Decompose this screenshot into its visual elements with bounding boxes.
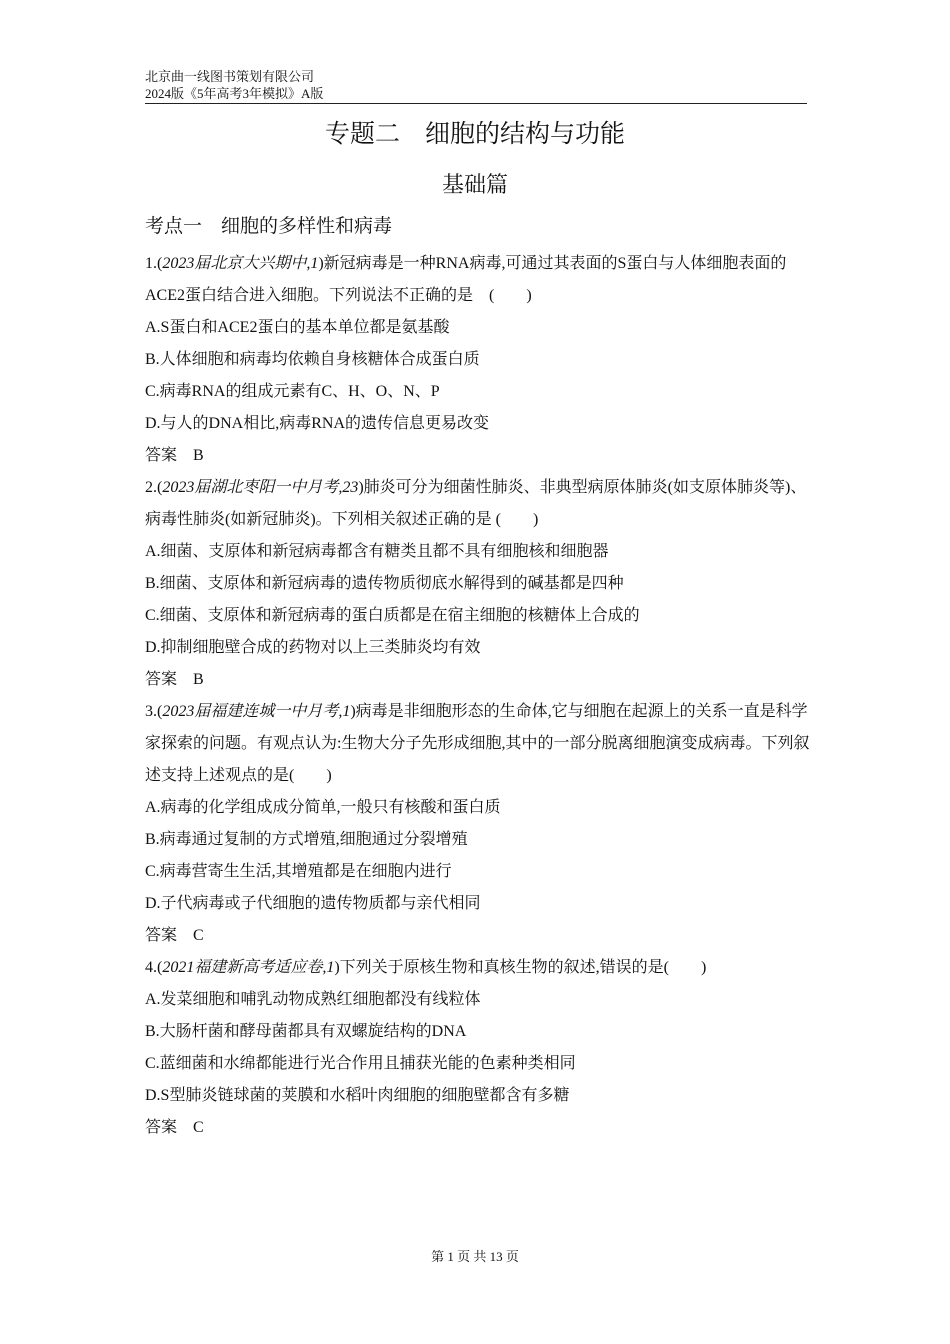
question-text: )下列关于原核生物和真核生物的叙述,错误的是( ) xyxy=(334,959,707,976)
option-b: B.大肠杆菌和酵母菌都具有双螺旋结构的DNA xyxy=(145,1023,467,1040)
page-number: 第 1 页 共 13 页 xyxy=(431,1249,519,1264)
header-company: 北京曲一线图书策划有限公司 xyxy=(145,69,315,84)
question-source: 2023届湖北枣阳一中月考,23 xyxy=(162,479,359,496)
answer: 答案 B xyxy=(145,671,204,688)
answer: 答案 B xyxy=(145,447,204,464)
option-d: D.与人的DNA相比,病毒RNA的遗传信息更易改变 xyxy=(145,415,490,432)
answer: 答案 C xyxy=(145,1119,204,1136)
question-1 xyxy=(145,248,810,472)
option-a: A.发菜细胞和哺乳动物成熟红细胞都没有线粒体 xyxy=(145,991,481,1008)
question-number: 2.( xyxy=(145,479,163,496)
question-source: 2021福建新高考适应卷,1 xyxy=(162,959,335,976)
option-a: A.细菌、支原体和新冠病毒都含有糖类且都不具有细胞核和细胞器 xyxy=(145,543,609,560)
option-c: C.病毒RNA的组成元素有C、H、O、N、P xyxy=(145,383,440,400)
question-number: 1.( xyxy=(145,255,163,272)
option-d: D.S型肺炎链球菌的荚膜和水稻叶肉细胞的细胞壁都含有多糖 xyxy=(145,1087,570,1104)
option-c: C.细菌、支原体和新冠病毒的蛋白质都是在宿主细胞的核糖体上合成的 xyxy=(145,607,640,624)
question-source: 2023届福建连城一中月考,1 xyxy=(162,703,351,720)
question-2 xyxy=(145,472,810,696)
question-list xyxy=(145,248,810,1144)
question-stem xyxy=(145,472,810,536)
section-title: 基础篇 xyxy=(441,173,508,198)
question-number: 4.( xyxy=(145,959,163,976)
question-4 xyxy=(145,952,810,1144)
option-d: D.子代病毒或子代细胞的遗传物质都与亲代相同 xyxy=(145,895,481,912)
topic-title: 专题二 细胞的结构与功能 xyxy=(324,119,625,148)
option-c: C.病毒营寄生生活,其增殖都是在细胞内进行 xyxy=(145,863,452,880)
question-stem xyxy=(145,248,810,312)
question-number: 3.( xyxy=(145,703,163,720)
option-b: B.人体细胞和病毒均依赖自身核糖体合成蛋白质 xyxy=(145,351,480,368)
point-title: 考点一 细胞的多样性和病毒 xyxy=(145,215,393,237)
option-d: D.抑制细胞壁合成的药物对以上三类肺炎均有效 xyxy=(145,639,481,656)
header-edition: 2024版《5年高考3年模拟》A版 xyxy=(145,86,324,101)
page-header xyxy=(145,68,807,102)
option-b: B.细菌、支原体和新冠病毒的遗传物质彻底水解得到的碱基都是四种 xyxy=(145,575,624,592)
question-source: 2023届北京大兴期中,1 xyxy=(162,255,319,272)
option-a: A.S蛋白和ACE2蛋白的基本单位都是氨基酸 xyxy=(145,319,450,336)
question-stem xyxy=(145,952,810,984)
option-a: A.病毒的化学组成成分简单,一般只有核酸和蛋白质 xyxy=(145,799,501,816)
question-3 xyxy=(145,696,810,952)
question-text: )病毒是非细胞形态的生命体,它与细胞在起源上的关系一直是科学家探索的问题。有观点认为:生物大分子先形成细胞,其中的一部分脱离细胞演变成病毒。下列叙述支持上述观点的是( ) xyxy=(145,703,810,784)
header-divider xyxy=(145,103,807,104)
option-b: B.病毒通过复制的方式增殖,细胞通过分裂增殖 xyxy=(145,831,468,848)
question-text: )肺炎可分为细菌性肺炎、非典型病原体肺炎(如支原体肺炎等)、病毒性肺炎(如新冠肺炎)。下列相关叙述正确的是 ( ) xyxy=(145,479,807,528)
question-text: )新冠病毒是一种RNA病毒,可通过其表面的S蛋白与人体细胞表面的ACE2蛋白结合进入细胞。下列说法不正确的是 ( ) xyxy=(145,255,787,304)
answer: 答案 C xyxy=(145,927,204,944)
question-stem xyxy=(145,696,810,792)
option-c: C.蓝细菌和水绵都能进行光合作用且捕获光能的色素种类相同 xyxy=(145,1055,576,1072)
